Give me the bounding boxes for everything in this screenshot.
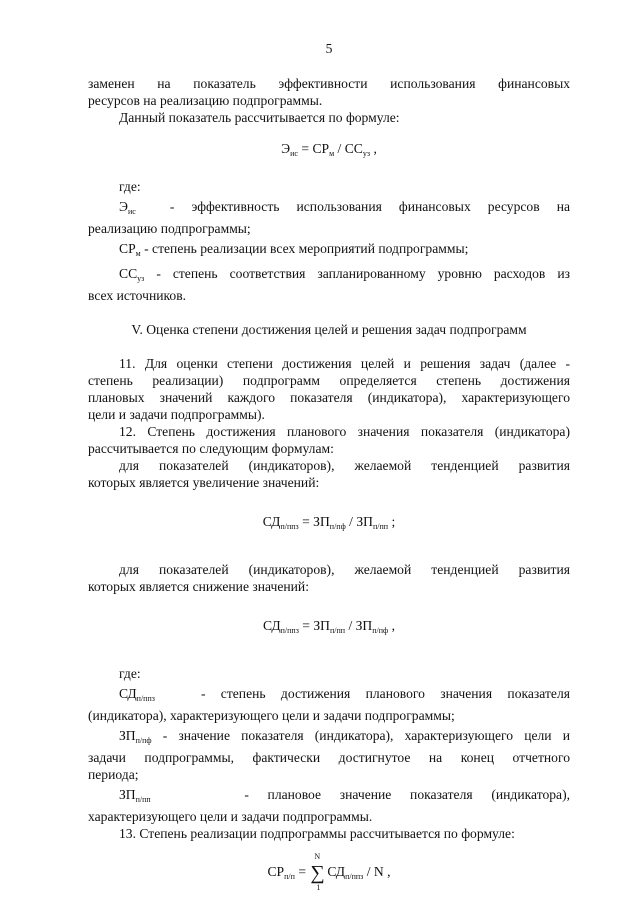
paragraph-line: для показателей (индикаторов), желаемой тенденцией развития [119,562,570,577]
paragraph-line: 12. Степень достижения планового значения показателя (индикатора) [119,424,570,439]
definition-line: $СР_м$ - степень реализации всех мероприятий подпрограммы; [119,241,469,258]
definition-symbol: $ЗП_{п/пп}$ [119,787,151,804]
definition-line: задачи подпрограммы, фактически достигнутое на конец отчетного [88,750,570,765]
definition-line: $ЗП_{п/пп}$ - плановое значение показателя (индикатора), [119,787,571,804]
paragraph-line: для показателей (индикаторов), желаемой тенденцией развития [119,458,570,473]
definition-symbol: $СС_{уз}$ [119,266,145,283]
definition-line: $СС_{уз}$ - степень соответствия запланированному уровню расходов из [119,266,570,283]
where-label: где: [119,666,141,681]
paragraph-line: плановых значений каждого показателя (индикатора), характеризующего [88,390,570,405]
section-heading: V. Оценка степени достижения целей и решения задач подпрограмм [131,322,527,337]
definition-line: реализацию подпрограммы; [88,221,251,236]
definition-line: $Э_{ис}$ - эффективность использования финансовых ресурсов на [119,199,570,216]
formula-program-realization: $СР_{п/п}$ = N ∑ 1 $СД_{п/ппз}$ / N , [267,852,391,892]
paragraph-line: рассчитывается по следующим формулам: [88,441,334,456]
summation-sign: N ∑ 1 [310,852,325,892]
paragraph-line: цели и задачи подпрограммы). [88,407,265,422]
paragraph-text: Данный показатель рассчитывается по формуле: [119,110,400,125]
paragraph-line: заменен на показатель эффективности использования финансовых [88,76,570,91]
definition-symbol: $СД_{п/ппз}$ [119,686,155,703]
definition-line: всех источников. [88,288,187,303]
paragraph-line: которых является увеличение значений: [88,475,320,490]
formula-increase: $СД_{п/ппз} = ЗП_{п/пф} / ЗП_{п/пп}$ ; [262,514,396,531]
page-number: 5 [325,41,333,56]
paragraph-text: 13. Степень реализации подпрограммы рассчитывается по формуле: [119,826,515,841]
paragraph-line: 11. Для оценки степени достижения целей и решения задач (далее - [119,356,570,371]
formula-decrease: $СД_{п/ппз} = ЗП_{п/пп} / ЗП_{п/пф}$ , [262,618,396,635]
where-label: где: [119,179,141,194]
formula-efficiency: $Э_{ис} = СР_м / СС_{уз}$ , [281,141,377,158]
paragraph-line: ресурсов на реализацию подпрограммы. [88,93,323,108]
definition-line: $ЗП_{п/пф}$ - значение показателя (индикатора), характеризующего цели и [119,728,570,745]
definition-symbol: $СР_м$ [119,241,141,258]
paragraph-line: степень реализации) подпрограмм определяется степень достижения [88,373,570,388]
paragraph-line: которых является снижение значений: [88,579,309,594]
definition-symbol: $Э_{ис}$ [119,199,136,216]
document-page [88,40,570,890]
definition-line: характеризующего цели и задачи подпрограммы. [88,809,373,824]
definition-line: (индикатора), характеризующего цели и задачи подпрограммы; [88,708,455,723]
definition-line: $СД_{п/ппз}$ - степень достижения планового значения показателя [119,686,570,703]
definition-line: периода; [88,767,139,782]
definition-symbol: $ЗП_{п/пф}$ [119,728,152,745]
